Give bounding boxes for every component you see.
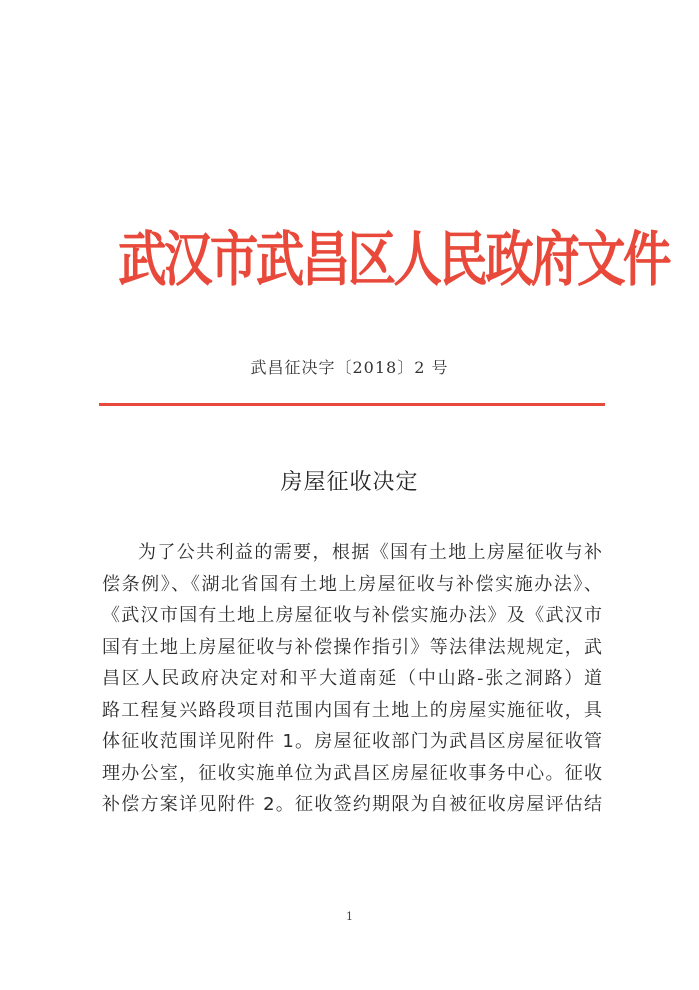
body-paragraph (102, 537, 602, 821)
body-line: 昌区人民政府决定对和平大道南延（中山路-张之洞路）道 (102, 668, 602, 689)
body-line: 国有土地上房屋征收与补偿操作指引》等法律法规规定，武 (102, 636, 602, 658)
issuing-authority-header: 武汉市武昌区人民政府文件 (118, 223, 669, 295)
body-line: 路工程复兴路段项目范围内国有土地上的房屋实施征收，具 (102, 699, 602, 721)
document-number: 武昌征决字〔2018〕2 号 (250, 358, 449, 377)
page-number: 1 (346, 910, 353, 923)
body-line: 体征收范围详见附件 1。房屋征收部门为武昌区房屋征收管 (102, 731, 602, 752)
document-title: 房屋征收决定 (280, 470, 419, 495)
red-separator-line (99, 403, 605, 406)
body-line: 《武汉市国有土地上房屋征收与补偿实施办法》及《武汉市 (102, 605, 602, 626)
body-line: 理办公室，征收实施单位为武昌区房屋征收事务中心。征收 (102, 762, 602, 784)
body-line: 补偿方案详见附件 2。征收签约期限为自被征收房屋评估结 (102, 794, 602, 815)
body-line: 为了公共利益的需要，根据《国有土地上房屋征收与补 (138, 542, 602, 563)
body-line: 偿条例》、《湖北省国有土地上房屋征收与补偿实施办法》、 (102, 573, 602, 595)
